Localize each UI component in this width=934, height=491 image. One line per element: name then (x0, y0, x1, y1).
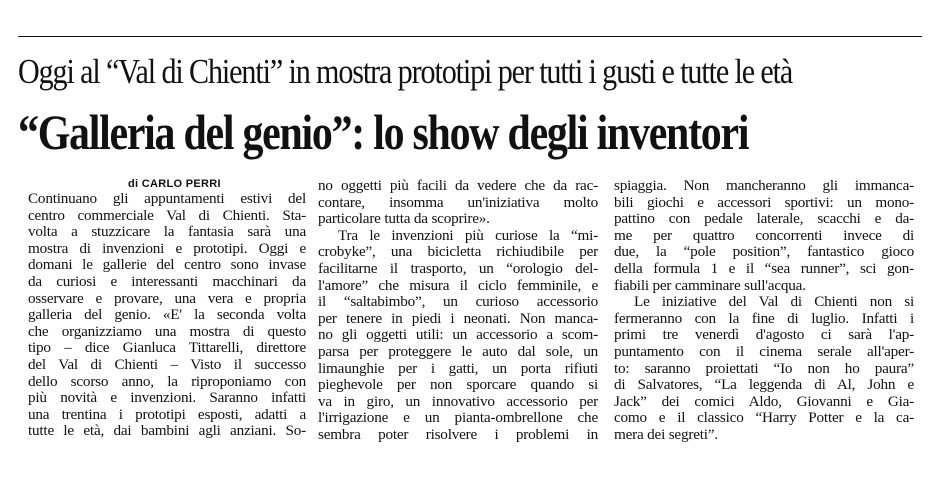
text-line: crobyke”, una bicicletta richiudibile per (318, 243, 598, 261)
text-line: l'amore” che misura il ciclo femminile, e (318, 276, 598, 294)
text-line: per tenere in piedi i neonati. Non manca- (318, 309, 598, 327)
text-line: fermeranno con la fine di luglio. Infatti i (614, 309, 914, 327)
text-line: dello scorso anno, la riproponiamo con (28, 372, 306, 390)
text-line: galleria del genio. «E' la seconda volta (28, 306, 306, 324)
text-line: limaunghie per i gatti, un porta rifiuti (318, 359, 598, 377)
text-line: della formula 1 e il “sea runner”, sci gon- (614, 259, 914, 277)
article-column-2 (318, 178, 598, 444)
text-line: no gli oggetti utili: un accessorio a scom- (318, 326, 598, 344)
text-line: del Val di Chienti – Visto il successo (28, 355, 306, 373)
main-headline: “Galleria del genio”: lo show degli inventori (18, 104, 749, 160)
text-line: fiabili per camminare sull'acqua. (614, 276, 806, 294)
text-line: como e il classico “Harry Potter e la ca- (614, 409, 914, 427)
text-line: il “saltabimbo”, un curioso accessorio (318, 293, 598, 311)
text-line: parsa per proteggere le auto dal sole, un (318, 342, 598, 360)
text-line: tutte le età, dai bambini agli anziani. So- (28, 422, 306, 440)
article-column-1 (28, 191, 306, 440)
text-line: tipo – dice Gianluca Tittarelli, direttore (28, 339, 306, 357)
text-line: spiaggia. Non mancheranno gli immanca- (614, 177, 914, 194)
text-line: sembra poter risolvere i problemi in (318, 425, 598, 443)
text-line: va in giro, un innovativo accessorio per (318, 392, 598, 410)
text-line: me per quattro concorrenti invece di (614, 226, 914, 244)
text-line: Tra le invenzioni più curiose la “mi- (338, 226, 598, 244)
kicker-headline: Oggi al “Val di Chienti” in mostra prototipi per tutti i gusti e tutte le età (18, 52, 793, 91)
text-line: no oggetti più facili da vedere che da rac- (318, 177, 598, 194)
text-line: puntamento con il cinema serale all'aper- (614, 342, 914, 360)
text-line: mera dei segreti”. (614, 425, 718, 443)
article-column-3 (614, 178, 914, 444)
text-line: di Salvatores, “La leggenda di Al, John e (614, 376, 914, 394)
text-line: domani le gallerie del centro sono invase (28, 256, 306, 274)
text-line: più novità e invenzioni. Saranno infatti (28, 389, 306, 407)
text-line: Continuano gli appuntamenti estivi del (28, 190, 306, 207)
text-line: to: saranno proiettati “Io non ho paura” (614, 359, 914, 377)
text-line: che organizziamo una mostra di questo (28, 322, 306, 340)
text-line: due, la “pole position”, fantastico gioco (614, 243, 914, 261)
text-line: centro commerciale Val di Chienti. Sta- (28, 206, 306, 224)
text-line: Le iniziative del Val di Chienti non si (634, 293, 914, 311)
top-rule (18, 36, 922, 37)
text-line: osservare e provare, una vera e propria (28, 289, 306, 307)
text-line: particolare tutta da scoprire». (318, 210, 490, 228)
text-line: pieghevole per non sporcare quando si (318, 376, 598, 394)
text-line: Jack” dei comici Aldo, Giovanni e Gia- (614, 392, 914, 410)
text-line: volta a stuzzicare la fantasia sarà una (28, 223, 306, 241)
text-line: bili giochi e accessori sportivi: un mono- (614, 193, 914, 211)
text-line: da curiosi e interessanti macchinari da (28, 272, 306, 290)
text-line: facilitarne il trasporto, un “orologio del- (318, 259, 598, 277)
text-line: l'irrigazione e un pianta-ombrellone che (318, 409, 598, 427)
text-line: mostra di invenzioni e prototipi. Oggi e (28, 239, 306, 257)
byline: di CARLO PERRI (128, 178, 221, 190)
text-line: una trentina i prototipi esposti, adatti a (28, 405, 306, 423)
text-line: primi tre venerdì d'agosto ci sarà l'ap- (614, 326, 914, 344)
text-line: pattino con pedale laterale, scacchi e da- (614, 210, 914, 228)
text-line: contare, insomma un'iniziativa molto (318, 193, 598, 211)
